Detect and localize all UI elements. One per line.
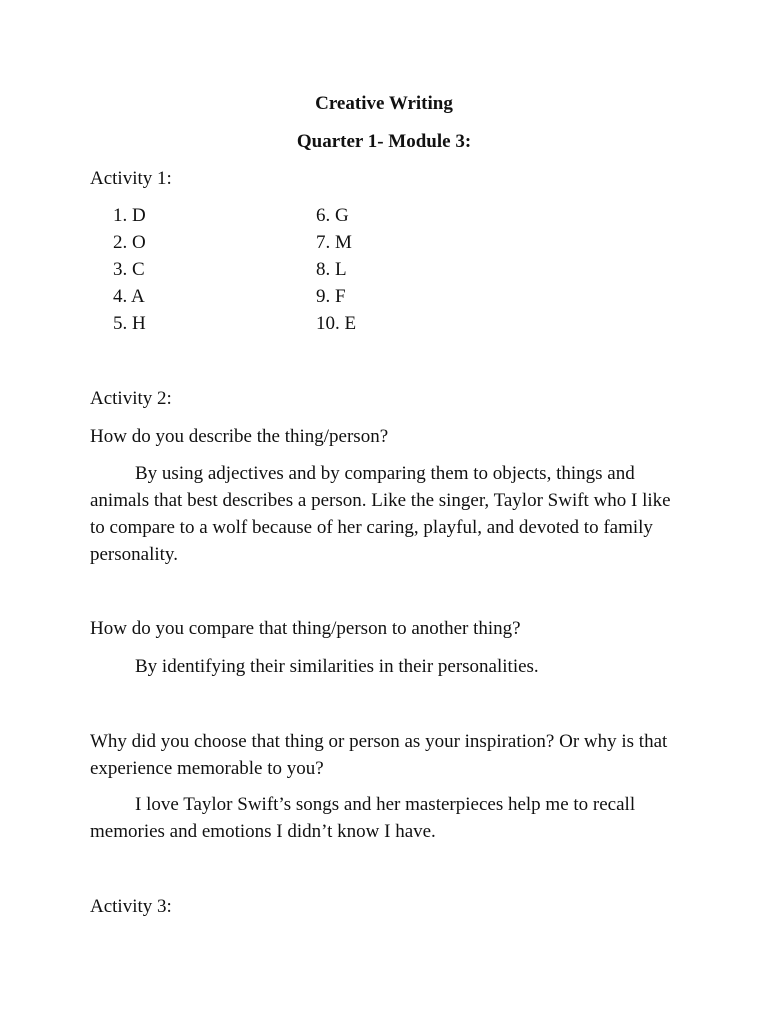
document-title: Creative Writing	[315, 93, 453, 114]
answer-1: By using adjectives and by comparing them to objects, things and animals that best describes a person. Like the singer, Taylor Swift who I like to compare to a wolf because of her caring, playful, and devoted to family personality.	[90, 463, 671, 565]
question-2: How do you compare that thing/person to another thing?	[90, 618, 521, 639]
answer-item: 9. F	[316, 286, 346, 307]
question-1: How do you describe the thing/person?	[90, 426, 389, 447]
answer-item: 7. M	[316, 232, 352, 253]
answer-3: I love Taylor Swift’s songs and her masterpieces help me to recall memories and emotions I didn’t know I have.	[90, 794, 636, 842]
activity3-heading: Activity 3:	[90, 896, 172, 917]
activity2-heading: Activity 2:	[90, 388, 172, 409]
answer-item: 8. L	[316, 259, 347, 280]
activity1-heading: Activity 1:	[90, 168, 172, 189]
answer-item: 2. O	[113, 232, 146, 253]
answer-item: 6. G	[316, 205, 349, 226]
document-subtitle: Quarter 1- Module 3:	[296, 131, 472, 152]
answer-item: 3. C	[113, 259, 145, 280]
answer-item: 1. D	[113, 205, 146, 226]
question-3: Why did you choose that thing or person as your inspiration? Or why is that experience memorable to you?	[90, 731, 668, 779]
answer-item: 10. E	[316, 313, 357, 334]
answer-item: 4. A	[113, 286, 145, 307]
answer-2: By identifying their similarities in their personalities.	[135, 656, 539, 677]
answer-item: 5. H	[113, 313, 146, 334]
